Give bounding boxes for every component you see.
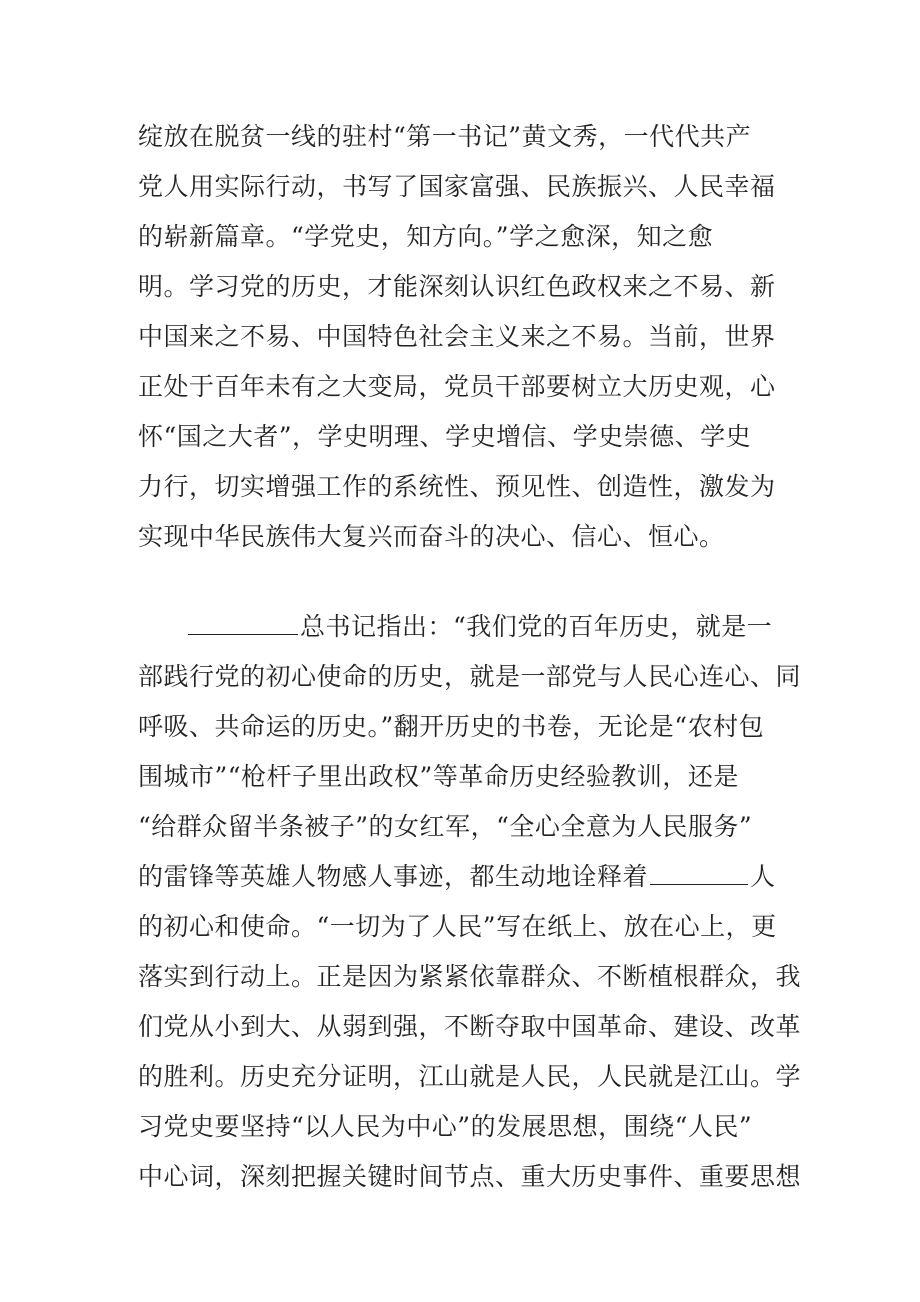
text-line: 明。学习党的历史，才能深刻认识红色政权来之不易、新 bbox=[138, 272, 776, 301]
text-line: 习党史要坚持“以人民为中心”的发展思想，围绕“人民” bbox=[138, 1112, 753, 1141]
paragraph-first-line bbox=[188, 612, 772, 642]
text-line: 部践行党的初心使命的历史，就是一部党与人民心连心、同 bbox=[138, 662, 802, 691]
text-segment: 总书记指出：“我们党的百年历史，就是一 bbox=[300, 612, 773, 641]
text-line: 党人用实际行动，书写了国家富强、民族振兴、人民幸福 bbox=[138, 172, 776, 201]
text-line: 呼吸、共命运的历史。”翻开历史的书卷，无论是“农村包 bbox=[138, 712, 765, 741]
text-line: 落实到行动上。正是因为紧紧依靠群众、不断植根群众，我 bbox=[138, 962, 802, 991]
text-line: 力行，切实增强工作的系统性、预见性、创造性，激发为 bbox=[138, 472, 776, 501]
text-line: 的初心和使命。“一切为了人民”写在纸上、放在心上，更 bbox=[138, 912, 777, 941]
text-line: 正处于百年未有之大变局，党员干部要树立大历史观，心 bbox=[138, 372, 776, 401]
text-line: 绽放在脱贫一线的驻村“第一书记”黄文秀，一代代共产 bbox=[138, 122, 752, 151]
text-line: 中心词，深刻把握关键时间节点、重大历史事件、重要思想 bbox=[138, 1162, 802, 1191]
text-line: “给群众留半条被子”的女红军，“全心全意为人民服务” bbox=[138, 812, 753, 841]
text-segment: 的雷锋等英雄人物感人事迹，都生动地诠释着 bbox=[138, 862, 649, 891]
text-segment: 人 bbox=[750, 862, 776, 891]
text-line: 的胜利。历史充分证明，江山就是人民，人民就是江山。学 bbox=[138, 1062, 802, 1091]
text-line-with-blank bbox=[138, 862, 776, 892]
text-line: 实现中华民族伟大复兴而奋斗的决心、信心、恒心。 bbox=[138, 522, 725, 551]
text-line: 怀“国之大者”，学史明理、学史增信、学史崇德、学史 bbox=[138, 422, 752, 451]
fill-in-blank bbox=[188, 614, 298, 635]
fill-in-blank bbox=[650, 864, 748, 885]
text-line: 围城市”“枪杆子里出政权”等革命历史经验教训，还是 bbox=[138, 762, 739, 791]
text-line: 的崭新篇章。“学党史，知方向。”学之愈深，知之愈 bbox=[138, 222, 714, 251]
text-line: 们党从小到大、从弱到强，不断夺取中国革命、建设、改革 bbox=[138, 1012, 802, 1041]
text-line: 中国来之不易、中国特色社会主义来之不易。当前，世界 bbox=[138, 322, 776, 351]
